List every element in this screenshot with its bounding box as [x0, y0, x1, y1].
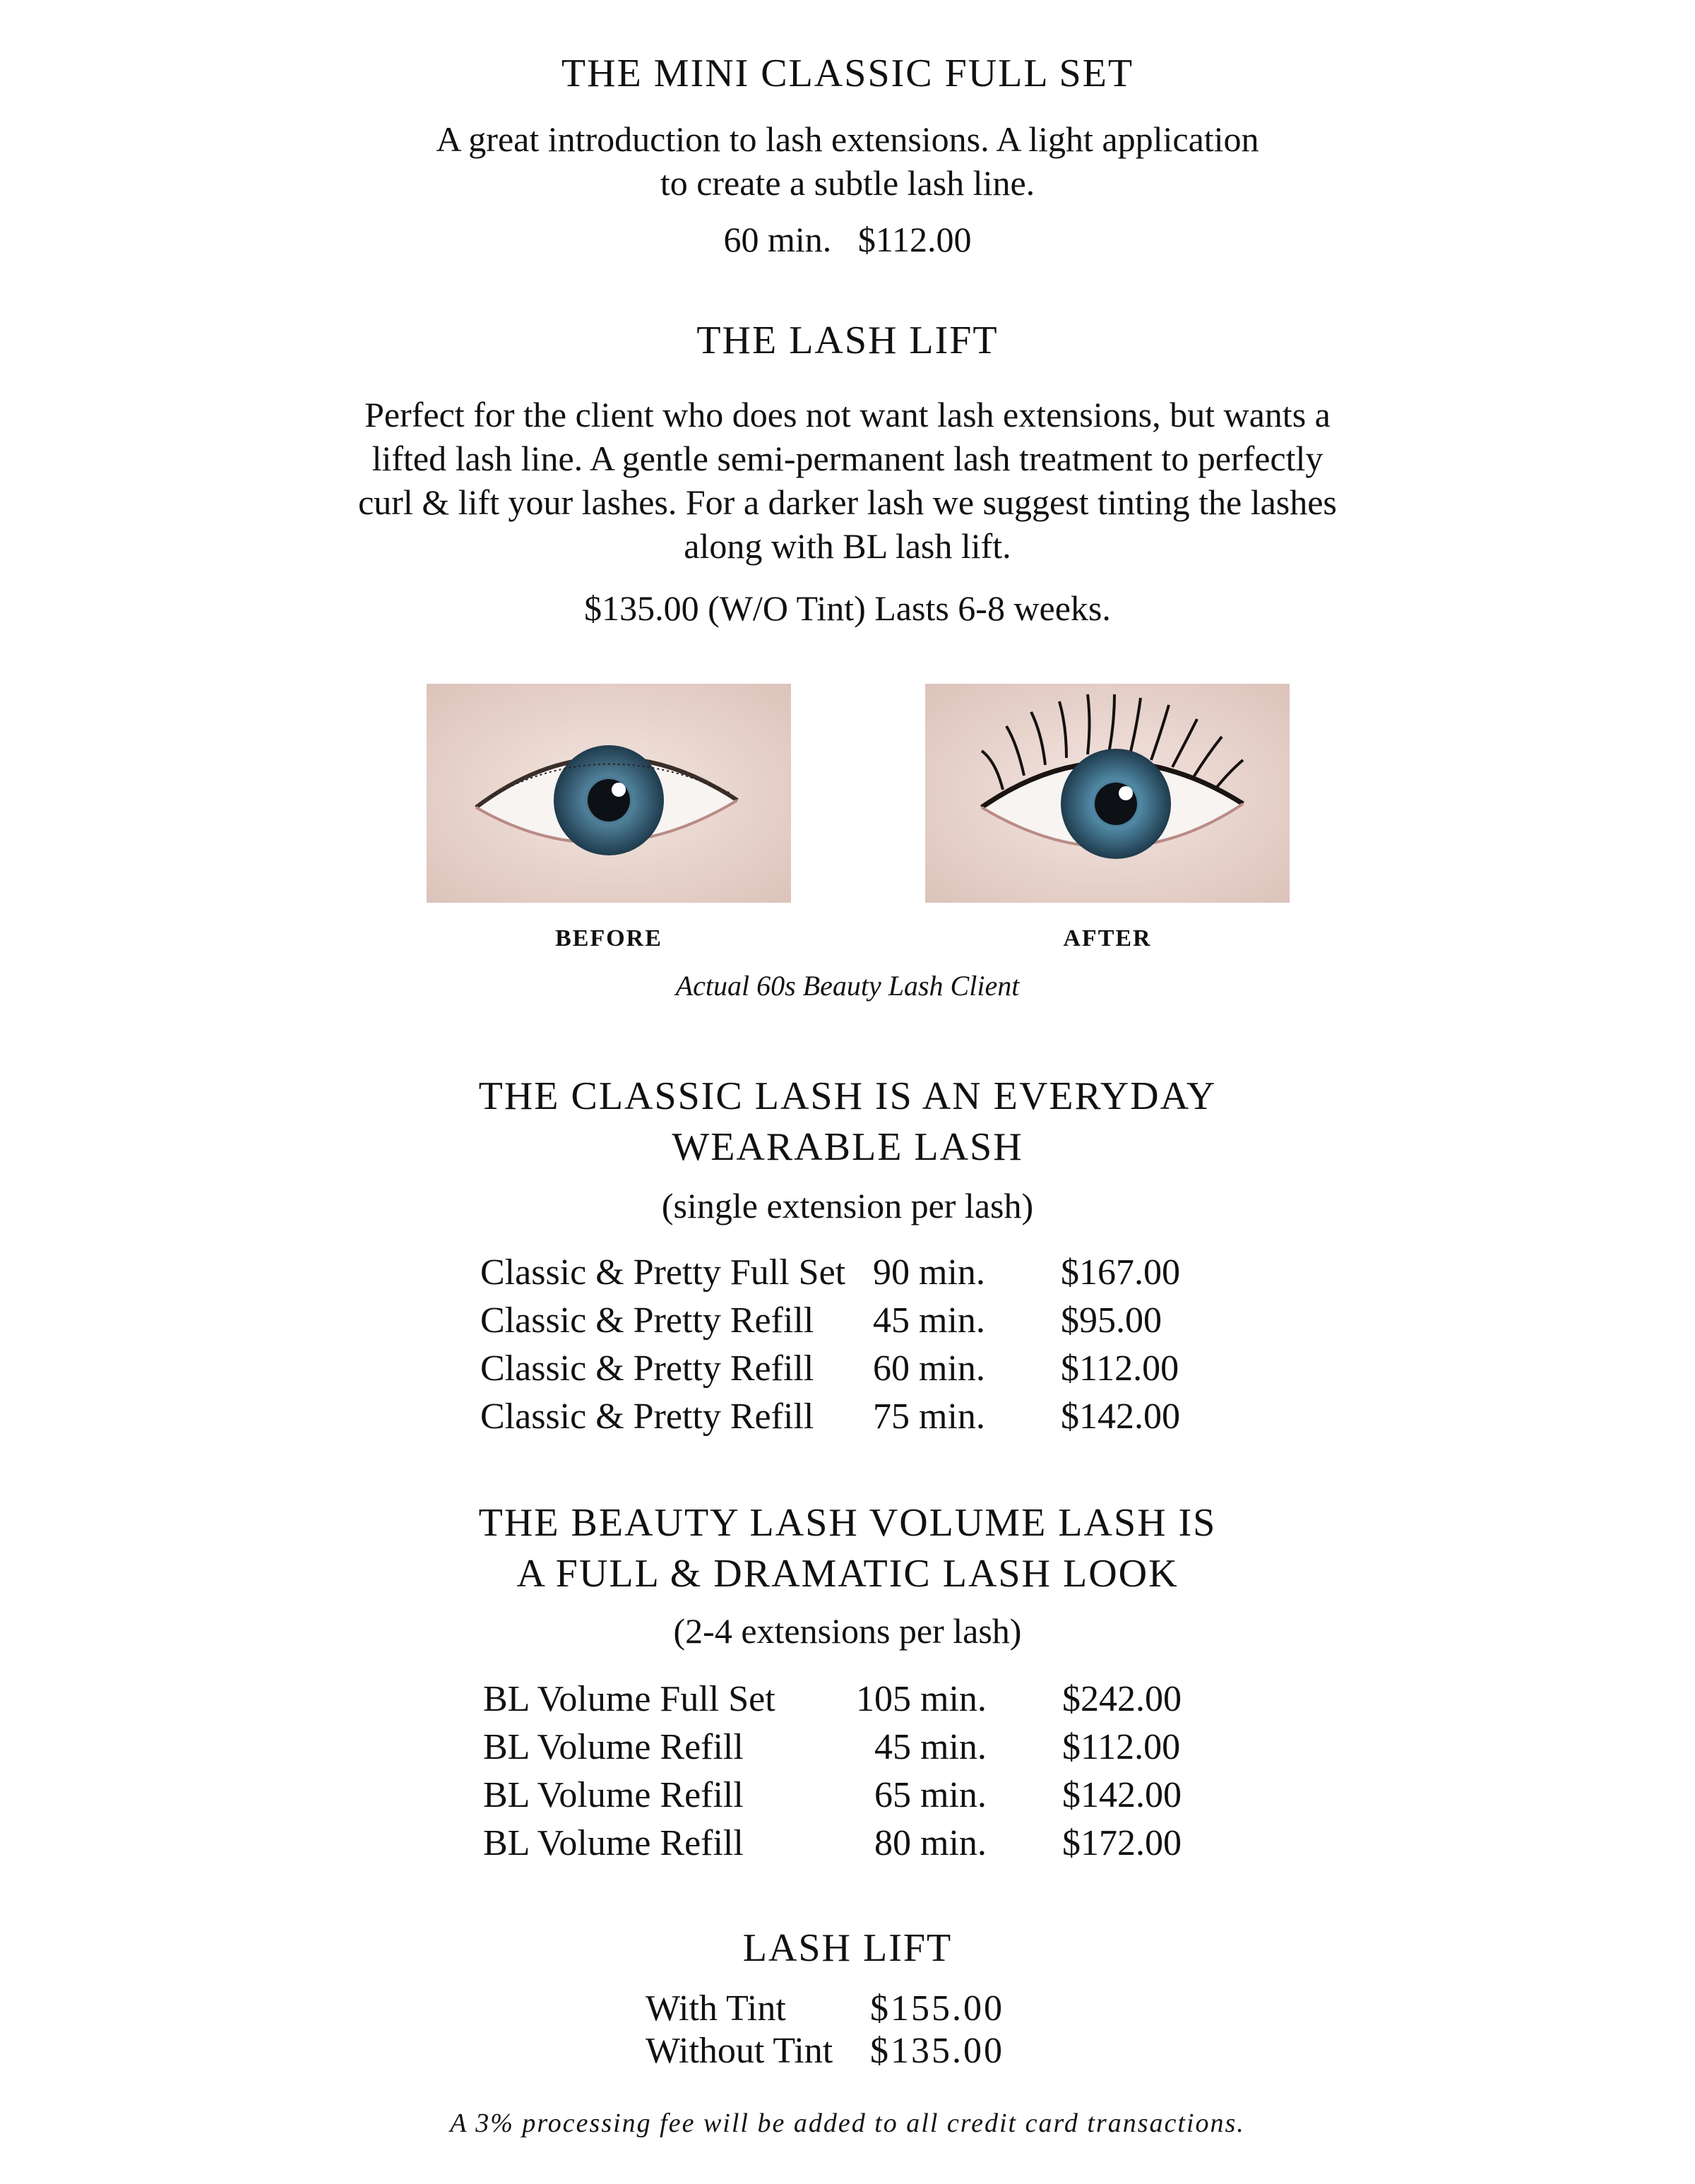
- classic-row-name: Classic & Pretty Full Set: [480, 1252, 846, 1293]
- mini-classic-title: THE MINI CLASSIC FULL SET: [561, 52, 1134, 95]
- volume-row-name: BL Volume Refill: [483, 1775, 744, 1815]
- lash-lift-row-name: Without Tint: [646, 2031, 833, 2071]
- classic-subtitle: (single extension per lash): [661, 1186, 1034, 1225]
- volume-row-name: BL Volume Refill: [483, 1823, 744, 1863]
- volume-title-line-2: A FULL & DRAMATIC LASH LOOK: [516, 1552, 1179, 1596]
- volume-row-price: $172.00: [1062, 1823, 1182, 1863]
- lash-lift-row-price: $155.00: [870, 1988, 1004, 2029]
- mini-classic-price: $112.00: [857, 220, 972, 259]
- before-eye-photo: [427, 684, 791, 903]
- classic-row-price: $112.00: [1061, 1348, 1179, 1389]
- volume-row-price: $142.00: [1062, 1775, 1182, 1815]
- lash-lift-desc-line-1: Perfect for the client who does not want lash extensions, but wants a: [364, 395, 1331, 434]
- volume-row-price: $112.00: [1062, 1727, 1181, 1767]
- classic-row-duration: 75 min.: [873, 1396, 985, 1437]
- classic-title-line-2: WEARABLE LASH: [672, 1125, 1023, 1169]
- photo-caption: Actual 60s Beauty Lash Client: [675, 970, 1020, 1002]
- classic-row-duration: 60 min.: [873, 1348, 985, 1389]
- after-label: AFTER: [1063, 925, 1152, 951]
- classic-row-name: Classic & Pretty Refill: [480, 1300, 814, 1341]
- volume-row-duration: 80 min.: [874, 1823, 987, 1863]
- classic-row-name: Classic & Pretty Refill: [480, 1348, 814, 1389]
- volume-row-name: BL Volume Refill: [483, 1727, 744, 1767]
- before-label: BEFORE: [555, 925, 662, 951]
- classic-row-name: Classic & Pretty Refill: [480, 1396, 814, 1437]
- lash-lift-desc-line-4: along with BL lash lift.: [684, 526, 1011, 566]
- lash-lift-desc-line-3: curl & lift your lashes. For a darker lash we suggest tinting the lashes: [358, 482, 1337, 522]
- classic-row-price: $142.00: [1061, 1396, 1180, 1437]
- classic-row-price: $95.00: [1061, 1300, 1162, 1341]
- lash-lift-row-name: With Tint: [646, 1988, 786, 2029]
- volume-row-duration: 105 min.: [856, 1679, 987, 1719]
- classic-row-price: $167.00: [1061, 1252, 1180, 1293]
- mini-classic-desc-line-1: A great introduction to lash extensions. A light application: [436, 119, 1259, 159]
- mini-classic-duration: 60 min.: [723, 220, 832, 259]
- volume-row-duration: 45 min.: [874, 1727, 987, 1767]
- classic-title-line-1: THE CLASSIC LASH IS AN EVERYDAY: [478, 1074, 1217, 1118]
- volume-row-price: $242.00: [1062, 1679, 1182, 1719]
- classic-row-duration: 45 min.: [873, 1300, 985, 1341]
- lash-lift-price-note: $135.00 (W/O Tint) Lasts 6-8 weeks.: [584, 588, 1111, 628]
- volume-row-name: BL Volume Full Set: [483, 1679, 775, 1719]
- mini-classic-desc-line-2: to create a subtle lash line.: [660, 163, 1035, 203]
- classic-row-duration: 90 min.: [873, 1252, 985, 1293]
- mini-classic-price-line: [0, 218, 1695, 261]
- volume-row-duration: 65 min.: [874, 1775, 987, 1815]
- volume-title-line-1: THE BEAUTY LASH VOLUME LASH IS: [478, 1501, 1217, 1545]
- lash-lift-intro-title: THE LASH LIFT: [696, 319, 999, 362]
- lash-lift-desc-line-2: lifted lash line. A gentle semi-permanent lash treatment to perfectly: [371, 439, 1324, 478]
- volume-subtitle: (2-4 extensions per lash): [673, 1611, 1022, 1651]
- processing-fee-note: A 3% processing fee will be added to all credit card transactions.: [450, 2108, 1245, 2138]
- lash-lift-row-price: $135.00: [870, 2031, 1004, 2071]
- before-eye-image: [427, 684, 791, 903]
- after-eye-image: [925, 684, 1290, 903]
- after-eye-photo: [925, 684, 1290, 903]
- lash-lift-title: LASH LIFT: [742, 1926, 953, 1970]
